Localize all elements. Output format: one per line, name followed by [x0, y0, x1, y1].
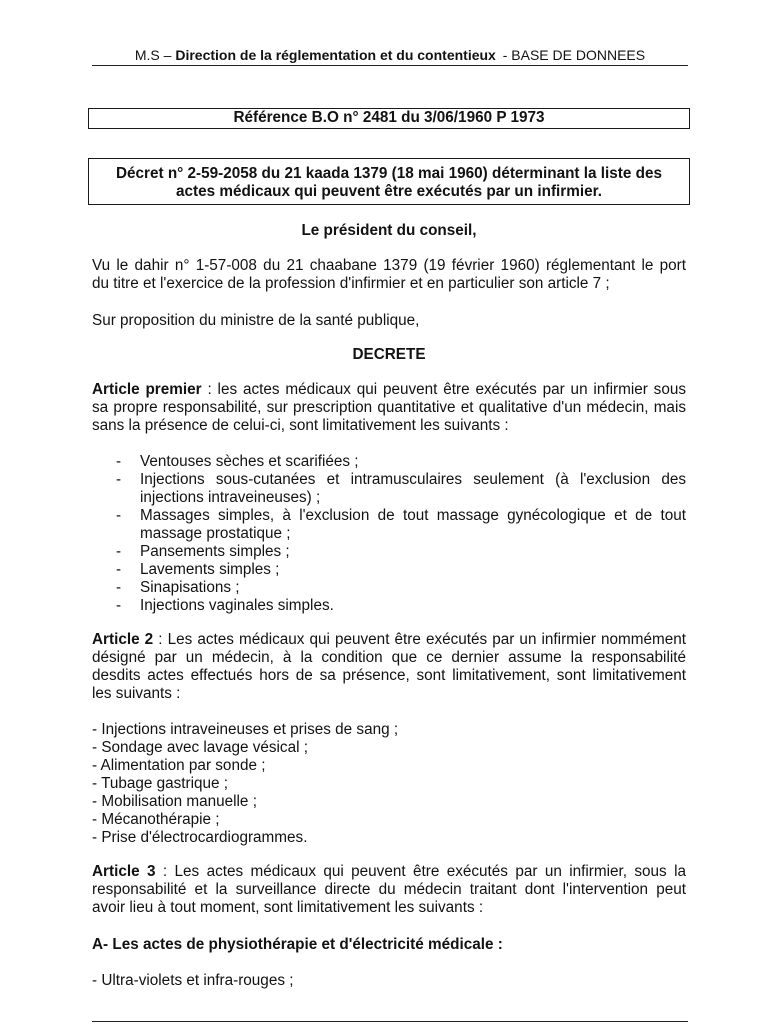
- list-item: [116, 507, 686, 543]
- list-item: [116, 543, 686, 561]
- list-item-text: massage prostatique ;: [140, 525, 291, 542]
- paragraph-line: [92, 631, 686, 649]
- header-rule: [92, 65, 688, 66]
- proposal-paragraph: Sur proposition du ministre de la santé publique,: [92, 312, 420, 329]
- article-2: [92, 631, 686, 703]
- list-bullet: -: [116, 543, 122, 560]
- decision-heading: DECRETE: [352, 346, 426, 363]
- paragraph-line: responsabilité et la surveillance directe du médecin traitant dont l'intervention peut: [92, 881, 686, 898]
- header-department: Direction de la réglementation et du contentieux: [175, 47, 496, 63]
- footer-rule: [92, 1021, 688, 1022]
- paragraph-line: désigné par un médecin, à la condition que ce dernier assume la responsabilité: [92, 649, 686, 666]
- list-item-text: injections intraveineuses) ;: [140, 489, 321, 506]
- paragraph-line: sans la présence de celui-ci, sont limitativement les suivants :: [92, 417, 509, 434]
- paragraph-text: : les actes médicaux qui peuvent être exécutés par un infirmier sous: [207, 381, 686, 398]
- list-item: - Injections intraveineuses et prises de sang ;: [92, 721, 399, 738]
- list-item: - Prise d'électrocardiogrammes.: [92, 829, 308, 846]
- list-item: - Ultra-violets et infra-rouges ;: [92, 972, 294, 989]
- article-3: [92, 863, 686, 917]
- list-bullet: -: [116, 507, 122, 524]
- list-item: [116, 579, 686, 597]
- article-label: Article 3: [92, 863, 156, 880]
- list-item-text: Injections sous-cutanées et intramusculaires seulement (à l'exclusion des: [140, 471, 686, 488]
- paragraph-line: [92, 381, 686, 399]
- list-bullet: -: [116, 579, 122, 596]
- decree-title-box: [88, 158, 690, 205]
- paragraph-text: : Les actes médicaux qui peuvent être exécutés par un infirmier, sous la: [162, 863, 686, 880]
- section-a-heading: A- Les actes de physiothérapie et d'électricité médicale :: [92, 936, 503, 953]
- paragraph-line: [92, 863, 686, 881]
- decree-author: Le président du conseil,: [301, 222, 477, 239]
- paragraph-line: les suivants :: [92, 685, 181, 702]
- visa-paragraph: [92, 257, 686, 293]
- list-bullet: -: [116, 453, 122, 470]
- list-bullet: -: [116, 597, 122, 614]
- article-2-list: [92, 721, 686, 847]
- list-item-text: Lavements simples ;: [140, 561, 280, 578]
- decree-title-line: Décret n° 2-59-2058 du 21 kaada 1379 (18 mai 1960) déterminant la liste des: [115, 165, 663, 182]
- list-item: - Tubage gastrique ;: [92, 775, 229, 792]
- list-item: [116, 453, 686, 471]
- article-premier: [92, 381, 686, 435]
- article-premier-list: [116, 453, 686, 615]
- list-item: - Sondage avec lavage vésical ;: [92, 739, 308, 756]
- list-item-text: Injections vaginales simples.: [140, 597, 334, 614]
- section-a-list: [92, 972, 686, 990]
- list-item-text: Pansements simples ;: [140, 543, 290, 560]
- page-header: [92, 46, 688, 64]
- list-bullet: -: [116, 471, 122, 488]
- list-item: - Alimentation par sonde ;: [92, 757, 266, 774]
- list-item: - Mobilisation manuelle ;: [92, 793, 257, 810]
- decree-title-line: actes médicaux qui peuvent être exécutés par un infirmier.: [176, 183, 602, 200]
- list-item-text: Massages simples, à l'exclusion de tout massage gynécologique et de tout: [140, 507, 686, 524]
- paragraph-line: sa propre responsabilité, sur prescription quantitative et qualitative d'un médecin, mais: [92, 399, 686, 416]
- list-item: - Mécanothérapie ;: [92, 811, 220, 828]
- article-label: Article premier: [92, 381, 202, 398]
- paragraph-line: avoir lieu à tout moment, sont limitativement les suivants :: [92, 899, 484, 916]
- list-item-text: Sinapisations ;: [140, 579, 240, 596]
- paragraph-text: : Les actes médicaux qui peuvent être exécutés par un infirmier nommément: [158, 631, 687, 648]
- paragraph-line: desdits actes effectués hors de sa présence, sont limitativement, sont limitativement: [92, 667, 686, 684]
- paragraph-line: Vu le dahir n° 1-57-008 du 21 chaabane 1379 (19 février 1960) réglementant le port: [92, 257, 686, 274]
- list-bullet: -: [116, 561, 122, 578]
- reference-box: [88, 108, 690, 129]
- article-label: Article 2: [92, 631, 154, 648]
- list-item: [116, 597, 686, 615]
- list-item: [116, 561, 686, 579]
- header-suffix: - BASE DE DONNEES: [502, 47, 646, 63]
- paragraph-line: du titre et l'exercice de la profession d'infirmier et en particulier son article 7 ;: [92, 275, 610, 292]
- header-prefix: M.S –: [134, 47, 172, 63]
- list-item: [116, 471, 686, 507]
- list-item-text: Ventouses sèches et scarifiées ;: [140, 453, 359, 470]
- reference-text: Référence B.O n° 2481 du 3/06/1960 P 1973: [233, 109, 545, 126]
